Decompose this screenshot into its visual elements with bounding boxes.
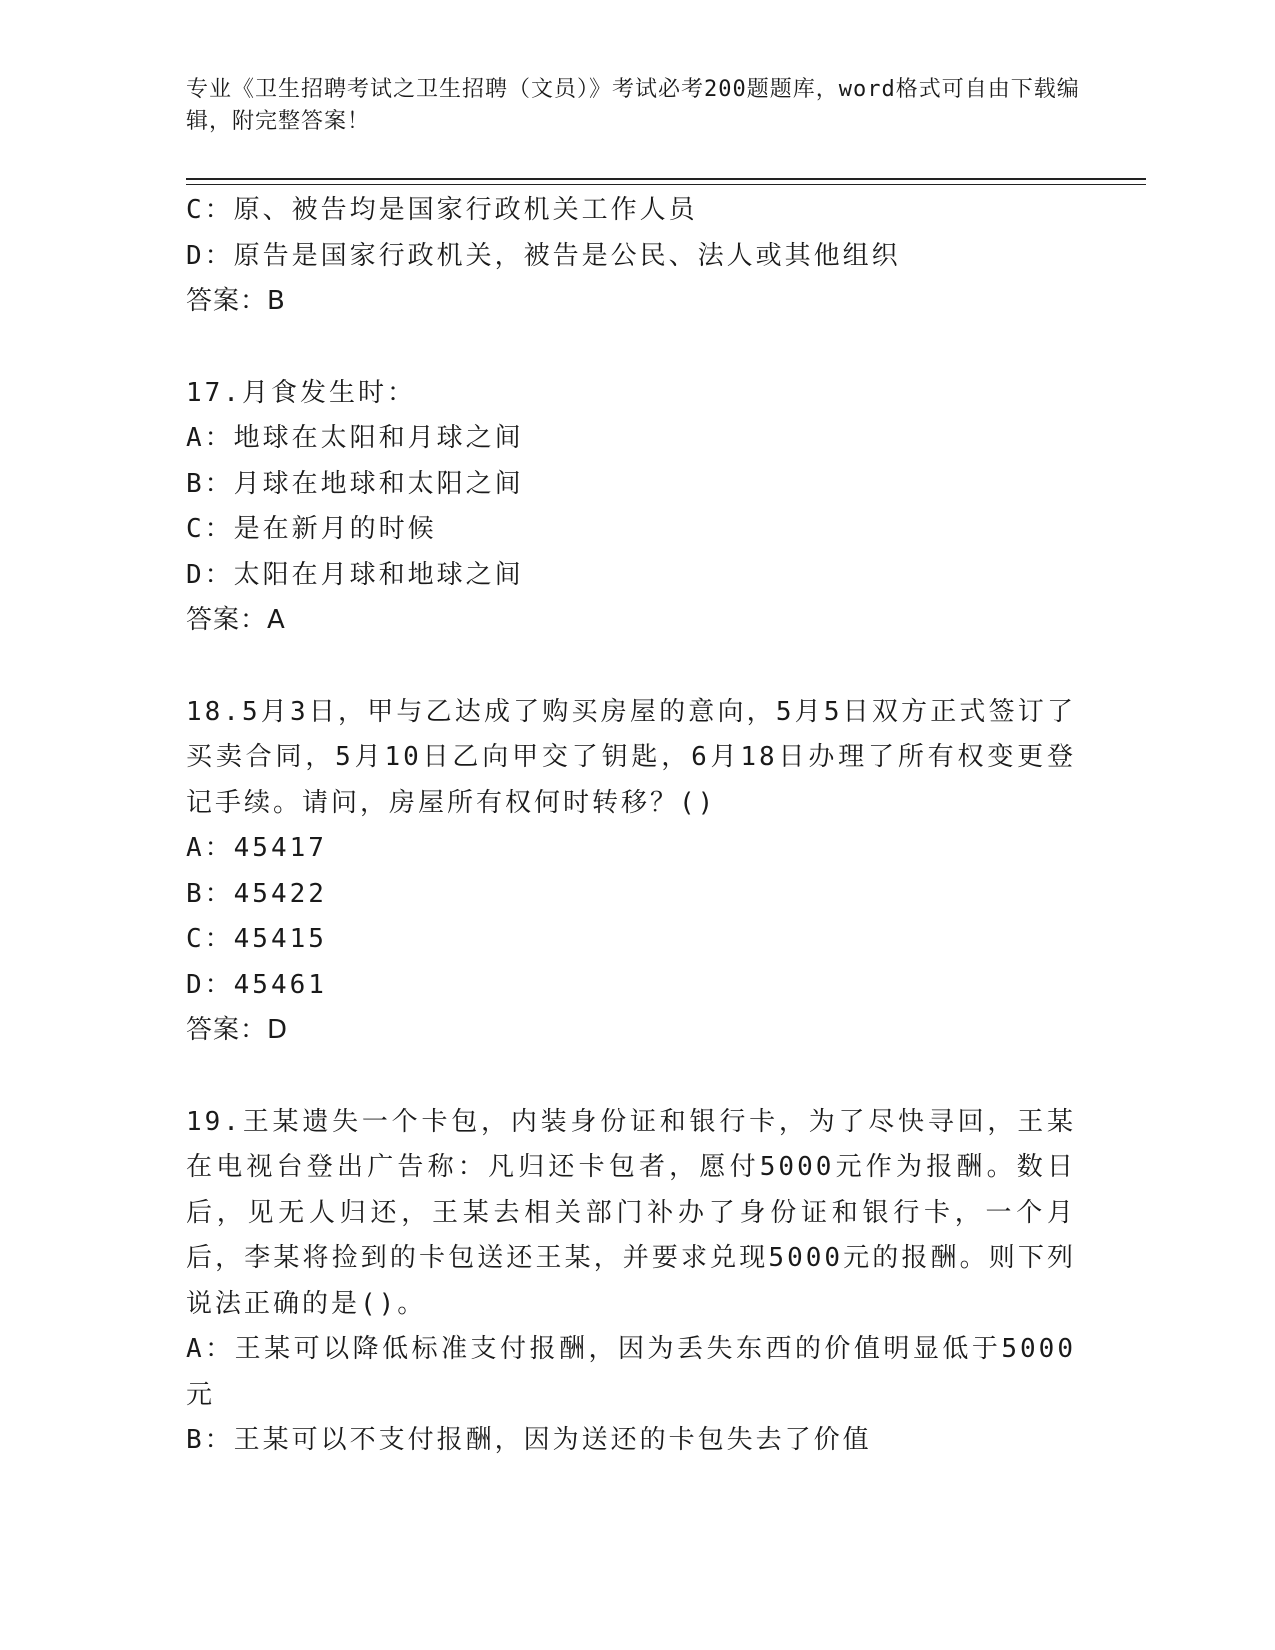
document-header-title: 专业《卫生招聘考试之卫生招聘（文员）》考试必考200题题库，word格式可自由下载编辑，附完整答案！ — [186, 77, 1080, 134]
option-c: C：是在新月的时候 — [186, 514, 437, 544]
question-stem: 19.王某遗失一个卡包，内装身份证和银行卡，为了尽快寻回，王某在电视台登出广告称：凡归还卡包者，愿付5000元作为报酬。数日后，见无人归还，王某去相关部门补办了身份证和银行卡，一个月后，李某将捡到的卡包送还王某，并要求兑现5000元的报酬。则下列说法正确的是()。 — [186, 1106, 1076, 1319]
option-a: A：王某可以降低标准支付报酬，因为丢失东西的价值明显低于5000元 — [186, 1334, 1076, 1410]
question-19 — [186, 1100, 1086, 1464]
option-b: B：王某可以不支付报酬，因为送还的卡包失去了价值 — [186, 1425, 872, 1455]
option-a: A：45417 — [186, 833, 327, 863]
question-17 — [186, 371, 1086, 644]
answer-label: 答案：D — [186, 1015, 289, 1045]
header-divider-thin — [186, 184, 1146, 185]
option-a: A：地球在太阳和月球之间 — [186, 423, 524, 453]
option-b: B：45422 — [186, 878, 327, 909]
spacer — [186, 644, 1086, 690]
option-d: D：45461 — [186, 969, 327, 1000]
question-stem: 18.5月3日，甲与乙达成了购买房屋的意向，5月5日双方正式签订了买卖合同，5月10日乙向甲交了钥匙，6月18日办理了所有权变更登记手续。请问，房屋所有权何时转移？() — [186, 696, 1076, 818]
question-stem: 17.月食发生时： — [186, 377, 416, 408]
option-d: D：原告是国家行政机关，被告是公民、法人或其他组织 — [186, 240, 901, 271]
option-c: C：45415 — [186, 924, 327, 954]
option-b: B：月球在地球和太阳之间 — [186, 468, 524, 499]
question-18 — [186, 690, 1086, 1054]
option-c: C：原、被告均是国家行政机关工作人员 — [186, 195, 698, 225]
answer-label: 答案：B — [186, 286, 286, 316]
prev-question — [186, 188, 1086, 325]
answer-label: 答案：A — [186, 605, 286, 635]
header-divider-thick — [186, 178, 1146, 180]
question-content — [186, 188, 1086, 1464]
spacer — [186, 325, 1086, 371]
option-d: D：太阳在月球和地球之间 — [186, 559, 524, 590]
spacer — [186, 1054, 1086, 1100]
